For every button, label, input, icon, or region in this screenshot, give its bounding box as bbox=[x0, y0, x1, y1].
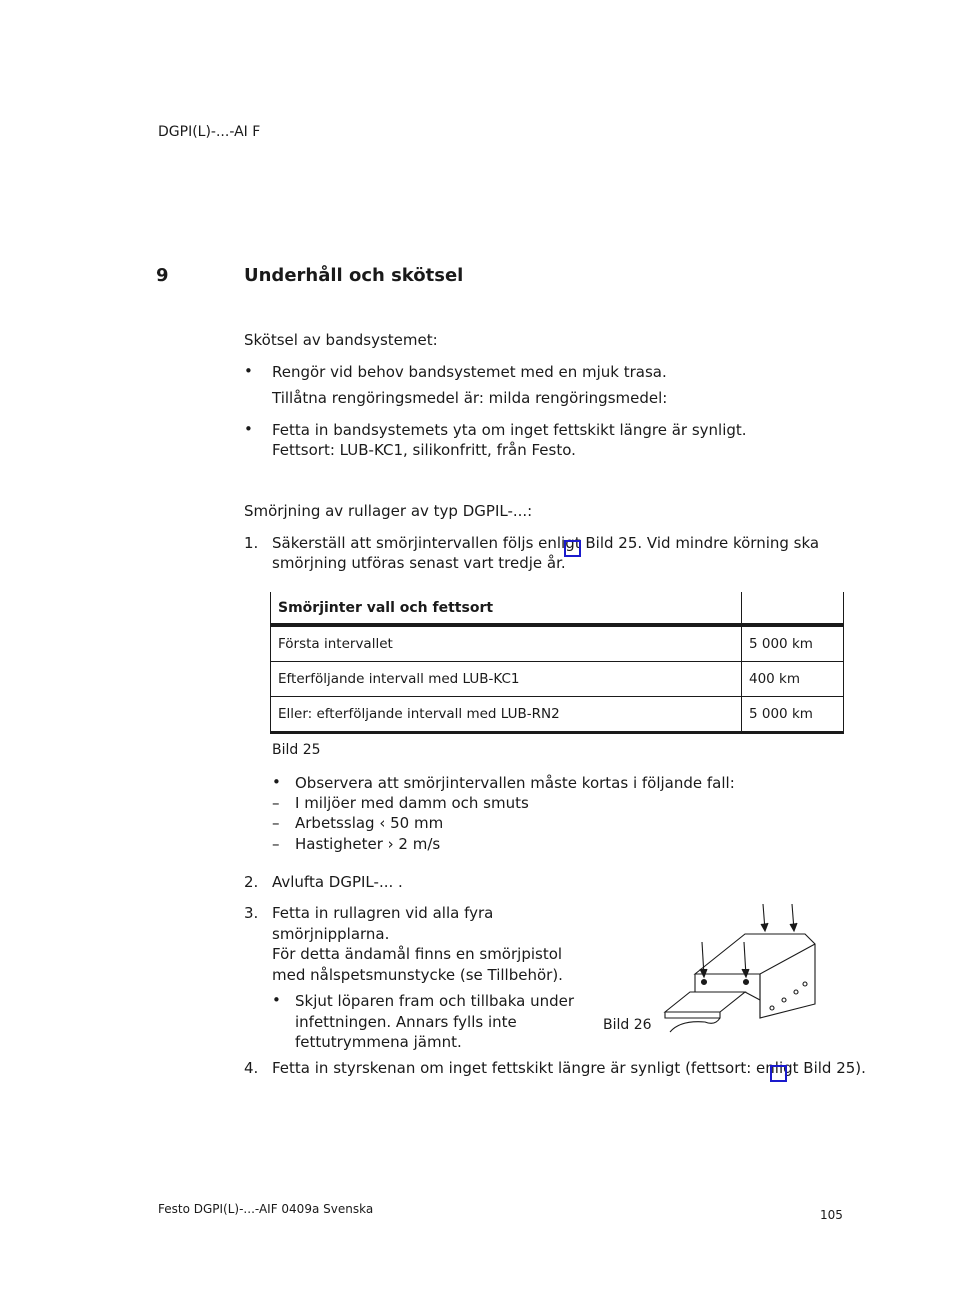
note-bullet: Observera att smörjintervallen måste kortas i följande fall: bbox=[295, 774, 735, 792]
bullet-dot: • bbox=[244, 420, 253, 438]
table-row bbox=[271, 625, 844, 662]
bullet-dot: • bbox=[272, 991, 281, 1009]
care-bullet-1-line1: Rengör vid behov bandsystemet med en mjuk trasa. bbox=[272, 363, 667, 381]
dash-mark: – bbox=[272, 835, 280, 853]
figure-caption: Bild 26 bbox=[603, 1017, 652, 1033]
step-3-line1: Fetta in rullagren vid alla fyra bbox=[272, 904, 494, 922]
step-4-number: 4. bbox=[244, 1059, 259, 1077]
care-bullet-2-line2: Fettsort: LUB-KC1, silikonfritt, från Festo. bbox=[272, 441, 576, 459]
table-cell-value: 5 000 km bbox=[742, 625, 844, 662]
table-header-cell: Smörjinter vall och fettsort bbox=[271, 592, 742, 625]
step-3-sub-line3: fettutrymmena jämnt. bbox=[295, 1033, 462, 1051]
note-dash-2: Arbetsslag ‹ 50 mm bbox=[295, 814, 444, 832]
table-row bbox=[271, 662, 844, 697]
step-1-number: 1. bbox=[244, 534, 259, 552]
note-dash-1: I miljöer med damm och smuts bbox=[295, 794, 529, 812]
table-cell-label: Första intervallet bbox=[271, 625, 742, 662]
running-header: DGPI(L)-...-AI F bbox=[158, 124, 261, 140]
chapter-number: 9 bbox=[156, 265, 169, 286]
step-3-sub-line1: Skjut löparen fram och tillbaka under bbox=[295, 992, 575, 1010]
footer-document-info: Festo DGPI(L)-...-AIF 0409a Svenska bbox=[158, 1202, 374, 1216]
lubrication-heading: Smörjning av rullager av typ DGPIL-...: bbox=[244, 502, 533, 520]
page-number: 105 bbox=[820, 1208, 843, 1222]
table-row bbox=[271, 697, 844, 733]
bullet-dot: • bbox=[244, 362, 253, 380]
table-cell-value: 5 000 km bbox=[742, 697, 844, 733]
dash-mark: – bbox=[272, 814, 280, 832]
slide-lubrication-figure bbox=[660, 900, 820, 1040]
step-3-sub-line2: infettningen. Annars fylls inte bbox=[295, 1013, 517, 1031]
step-3-line3: För detta ändamål finns en smörjpistol bbox=[272, 945, 563, 963]
step-4-text: Fetta in styrskenan om inget fettskikt längre är synligt (fettsort: enligt Bild 25). bbox=[272, 1059, 866, 1077]
lubrication-interval-table bbox=[270, 592, 844, 734]
care-bullet-2-line1: Fetta in bandsystemets yta om inget fettskikt längre är synligt. bbox=[272, 421, 747, 439]
dash-mark: – bbox=[272, 794, 280, 812]
step-3-line4: med nålspetsmunstycke (se Tillbehör). bbox=[272, 966, 563, 984]
table-cell-label: Efterföljande intervall med LUB-KC1 bbox=[271, 662, 742, 697]
table-cell-value: 400 km bbox=[742, 662, 844, 697]
step-1-line2: smörjning utföras senast vart tredje år. bbox=[272, 554, 566, 572]
note-dash-3: Hastigheter › 2 m/s bbox=[295, 835, 441, 853]
chapter-title: Underhåll och skötsel bbox=[244, 265, 464, 286]
step-2-number: 2. bbox=[244, 873, 259, 891]
table-header-empty-cell bbox=[742, 592, 844, 625]
table-header-row bbox=[271, 592, 844, 625]
cross-reference-link[interactable] bbox=[770, 1065, 787, 1082]
step-1-line1: Säkerställ att smörjintervallen följs enligt Bild 25. Vid mindre körning ska bbox=[272, 534, 820, 552]
cross-reference-link[interactable] bbox=[564, 540, 581, 557]
table-cell-label: Eller: efterföljande intervall med LUB-RN2 bbox=[271, 697, 742, 733]
bullet-dot: • bbox=[272, 773, 281, 791]
step-3-line2: smörjnipplarna. bbox=[272, 925, 390, 943]
table-caption: Bild 25 bbox=[272, 742, 321, 758]
step-2-text: Avlufta DGPIL-... . bbox=[272, 873, 403, 891]
step-3-number: 3. bbox=[244, 904, 259, 922]
care-heading: Skötsel av bandsystemet: bbox=[244, 331, 438, 349]
care-bullet-1-line2: Tillåtna rengöringsmedel är: milda rengöringsmedel: bbox=[272, 389, 668, 407]
